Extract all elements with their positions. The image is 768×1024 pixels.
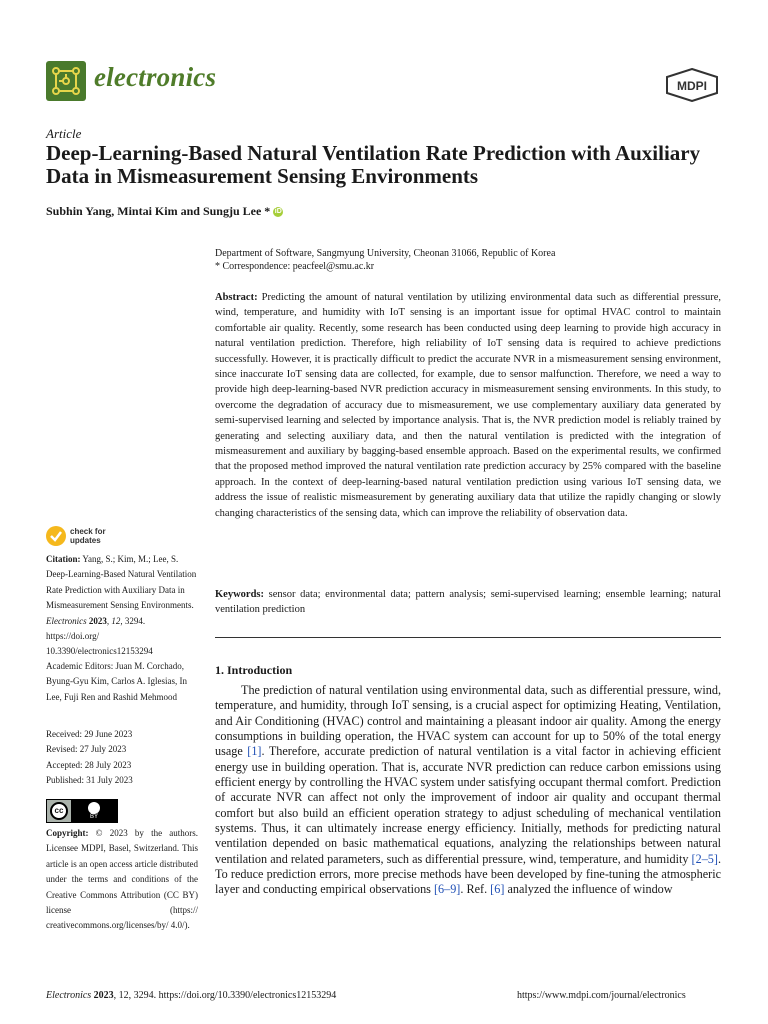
footer-citation: Electronics 2023, 12, 3294. https://doi.org/10.3390/electronics12153294	[46, 990, 337, 1001]
revised-date: Revised: 27 July 2023	[46, 744, 127, 755]
reference-link[interactable]: [6–9]	[433, 882, 461, 897]
journal-name: electronics	[94, 62, 217, 92]
check-updates-icon	[46, 526, 66, 546]
keywords-label: Keywords:	[215, 589, 264, 600]
copyright-block: Copyright: © 2023 by the authors. Licensee MDPI, Basel, Switzerland. This article is an open access article distributed under the terms and conditions of the Creative Commons Attribution (CC BY) license (https:// creativecommons.org/licenses/by/ 4.0/).	[46, 828, 198, 931]
citation-block: Citation: Yang, S.; Kim, M.; Lee, S. Deep-Learning-Based Natural Ventilation Rate Prediction with Auxiliary Data in Mismeasurement Sensing Environments. Electronics 2023, 12, 3294. https://doi.org/ 10.3390/electronics12153294	[46, 554, 197, 657]
accepted-date: Accepted: 28 July 2023	[46, 759, 132, 770]
doi-link[interactable]: , 3294. https://doi.org/ 10.3390/electronics12153294	[46, 615, 153, 657]
affiliation: Department of Software, Sangmyung University, Cheonan 31066, Republic of Korea	[215, 248, 556, 259]
intro-paragraph: The prediction of natural ventilation using environmental data, such as differential pressure, wind, temperature, and humidity, through IoT sensing, is a crucial aspect for optimizing Heating, Ventilation, and Air Conditioning (HVAC) control and maintaining a pleasant indoor air quality. Among the energy consumptions in building operation, the HVAC system can account for up to 50% of the total energy usage [1]. Therefore, accurate prediction of natural ventilation is a vital factor in achieving efficient energy use in building operation. That is, accurate NVR prediction can reduce carbon emissions using efficient energy by controlling the HVAC system under satisfying occupant thermal comfort. Prediction of accurate NVR can affect not only the improvement of indoor air quality and occupant thermal comfort but also build an efficient operation strategy to adjust scheduling of mechanical ventilation systems. Thus, it can ultimately increase energy efficiency. Initially, methods for predicting natural ventilation depended on basic mathematical equations, analyzing the relationships between natural ventilation and related parameters, such as differential pressure, wind, temperature, and humidity [2–5]. To reduce prediction errors, more precise methods have been developed by fine-tuning the atmospheric layer and conducting empirical observations [6–9]. Ref. [6] analyzed the influence of window	[215, 683, 721, 897]
reference-link[interactable]: [1]	[247, 744, 262, 759]
abstract	[215, 290, 721, 521]
mdpi-logo	[664, 68, 720, 102]
by-label: BY	[89, 813, 98, 820]
cc-by-license-badge[interactable]	[46, 799, 118, 823]
article-title: Deep-Learning-Based Natural Ventilation Rate Prediction with Auxiliary Data in Mismeasurement Sensing Environments	[46, 141, 701, 188]
creative-commons-icon: cc	[50, 802, 68, 820]
abstract-label: Abstract:	[215, 292, 258, 303]
academic-editors: Academic Editors: Juan M. Corchado, Byung-Gyu Kim, Carlos A. Iglesias, In Lee, Fuji Ren and Rashid Mehmood	[46, 661, 187, 702]
author-list	[46, 204, 283, 219]
orcid-icon[interactable]: iD	[274, 207, 282, 215]
received-date: Received: 29 June 2023	[46, 729, 133, 739]
keywords-text: sensor data; environmental data; pattern analysis; semi-supervised learning; ensemble learning; natural ventilation prediction	[215, 589, 721, 616]
journal-logo-icon	[46, 61, 86, 101]
check-updates-line2: updates	[70, 536, 101, 545]
section-divider	[215, 637, 721, 638]
journal-url-link[interactable]: https://www.mdpi.com/journal/electronics	[517, 990, 686, 1001]
authors-text: Subhin Yang, Mintai Kim and Sungju Lee *	[46, 204, 271, 218]
affiliation-block	[215, 247, 555, 273]
reference-link[interactable]: [6]	[490, 882, 505, 897]
dates-block	[46, 727, 198, 789]
section-heading: 1. Introduction	[215, 663, 293, 677]
keywords	[215, 587, 721, 618]
check-updates-line1: check for	[70, 527, 106, 536]
published-date: Published: 31 July 2023	[46, 775, 133, 786]
publisher-name: MDPI	[677, 79, 707, 93]
reference-link[interactable]: [2–5]	[691, 851, 718, 866]
correspondence: * Correspondence: peacfeel@smu.ac.kr	[215, 261, 375, 272]
check-for-updates-button[interactable]	[46, 526, 106, 546]
abstract-text: Predicting the amount of natural ventilation by utilizing environmental data such as differential pressure, wind, temperature, and humidity with IoT sensing is an important issue for optimal HVAC control to maintain comfortable air quality. Recently, some research has been conducted using deep learning to provide high accuracy in natural ventilation prediction. Therefore, high reliability of IoT sensing data is required to achieve predictions successfully. However, it is practically difficult to predict the accurate NVR in a mismeasurement sensing environment, since inaccurate IoT sensing data are collected, for example, due to sensor malfunction. Therefore, we need a way to provide high deep-learning-based NVR prediction accuracy in mismeasurement sensing environments. In this study, to overcome the degradation of accuracy due to mismeasurement, we use complementary auxiliary data generated by semi-supervised learning and selected by importance analysis. That is, the NVR prediction model is reliably trained by generating and selecting auxiliary data, and then the natural ventilation is predicted with the integration of mismeasurement and auxiliary by bagging-based ensemble approach. Based on the experimental results, we confirmed that the proposed method improved the natural ventilation rate prediction accuracy by 25% compared with the baseline approach. In the context of deep-learning-based natural ventilation prediction using various IoT sensing data, we address the issue of realistic mismeasurement by generating auxiliary data that utilize the rapidly changing or slowly changing characteristics of the sensing data, which can improve the reliability of observation data.	[215, 292, 721, 519]
article-type: Article	[46, 126, 82, 141]
attribution-icon	[88, 802, 100, 814]
